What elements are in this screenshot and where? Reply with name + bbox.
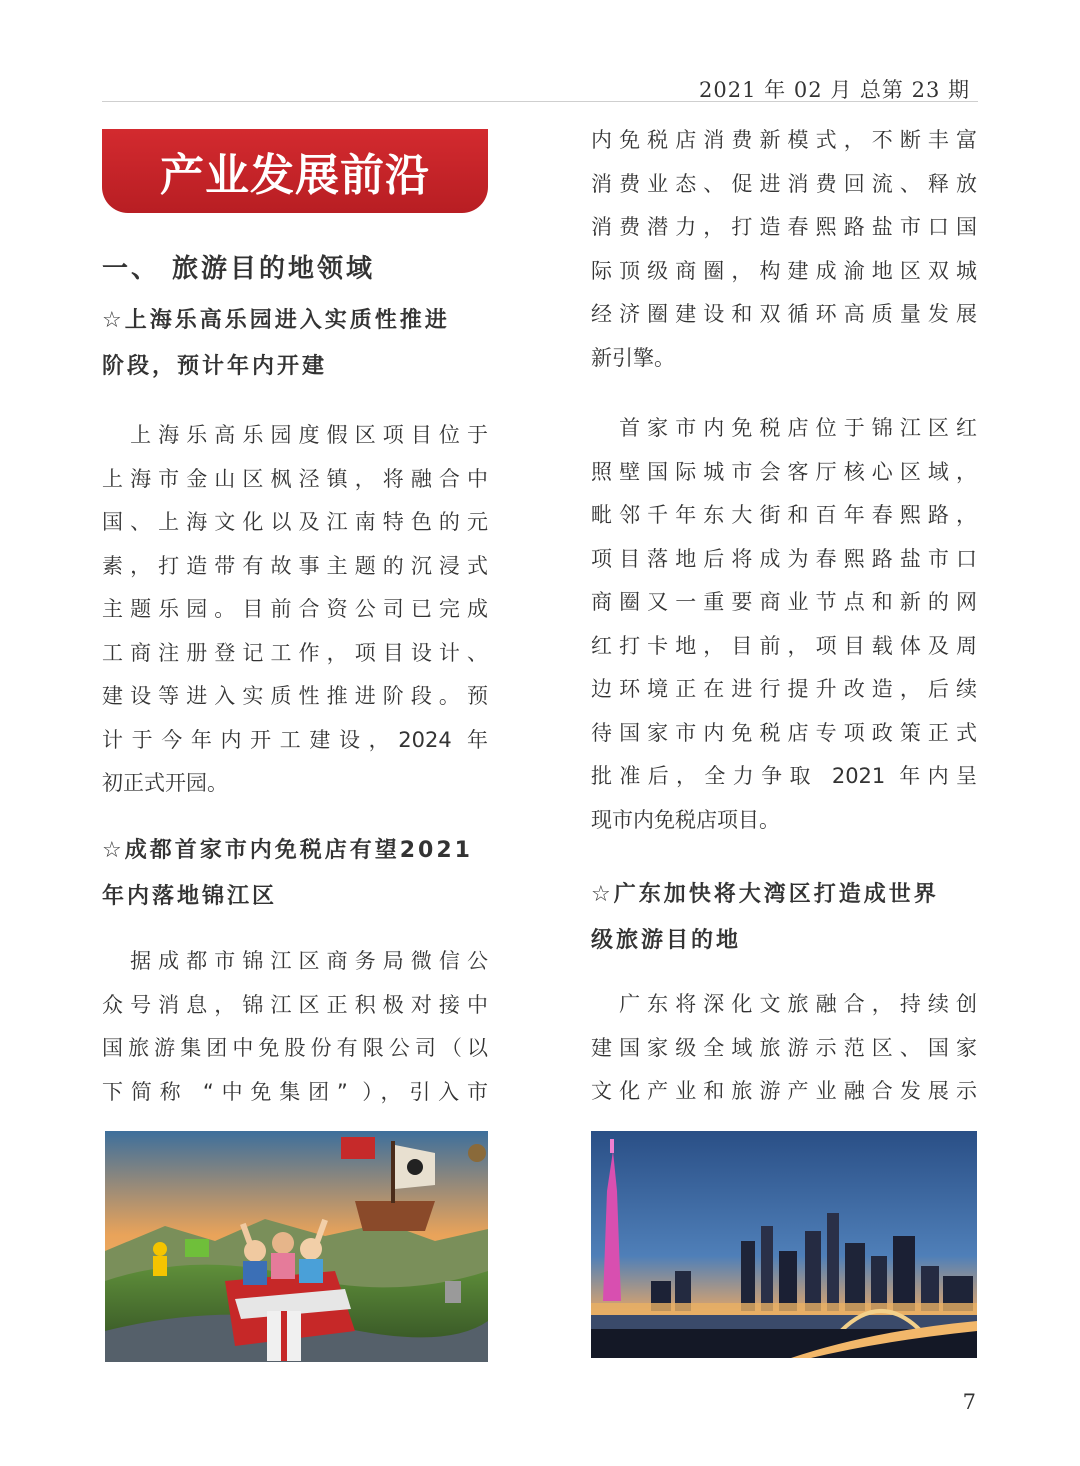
subheading-greater-bay — [591, 872, 939, 964]
banner-title: 产业发展前沿 — [160, 150, 430, 201]
text-line: 首家市内免税店位于锦江区红 — [591, 416, 977, 440]
text-line: 据成都市锦江区商务局微信公 — [102, 949, 488, 973]
subheading-line: 年内落地锦江区 — [102, 884, 278, 909]
text-line: 下简称 “中免集团” ），引入市 — [102, 1079, 488, 1104]
skyline-photo-icon — [591, 1131, 977, 1358]
header-divider — [102, 101, 978, 102]
text-line: 红打卡地，目前，项目载体及周 — [591, 633, 977, 658]
text-line: 广东将深化文旅融合，持续创 — [591, 992, 977, 1016]
subheading-line: ☆成都首家市内免税店有望2021 — [102, 838, 473, 863]
text-line: 上海市金山区枫泾镇，将融合中 — [102, 466, 488, 491]
text-line: 众号消息，锦江区正积极对接中 — [102, 992, 488, 1017]
subheading-legoland — [102, 298, 450, 390]
text-line: 边环境正在进行提升改造，后续 — [591, 677, 977, 701]
guangzhou-image — [591, 1131, 977, 1358]
text-line: 新引擎。 — [591, 345, 675, 370]
text-line: 批准后，全力争取 2021 年内呈 — [591, 764, 977, 788]
text-line: 工商注册登记工作，项目设计、 — [102, 640, 488, 665]
subheading-line: 阶段，预计年内开建 — [102, 354, 328, 379]
text-line: 项目落地后将成为春熙路盐市口 — [591, 546, 977, 571]
text-line: 建国家级全域旅游示范区、国家 — [591, 1035, 977, 1060]
text-line: 计于今年内开工建设，2024 年 — [102, 727, 488, 752]
text-line: 国、上海文化以及江南特色的元 — [102, 510, 488, 534]
text-line: 待国家市内免税店专项政策正式 — [591, 720, 977, 745]
text-line: 文化产业和旅游产业融合发展示 — [591, 1079, 977, 1103]
text-line: 消费业态、促进消费回流、释放 — [591, 171, 977, 196]
subheading-line: ☆广东加快将大湾区打造成世界 — [591, 882, 939, 907]
subheading-chengdu — [102, 828, 473, 920]
text-line: 国旅游集团中免股份有限公司（以 — [102, 1036, 488, 1060]
text-line: 经济圈建设和双循环高质量发展 — [591, 302, 977, 326]
text-line: 主题乐园。目前合资公司已完成 — [102, 597, 488, 621]
text-line: 照壁国际城市会客厅核心区域， — [591, 459, 977, 484]
paragraph-dutyfree-location — [591, 407, 977, 842]
text-line: 现市内免税店项目。 — [591, 807, 780, 832]
text-line: 上海乐高乐园度假区项目位于 — [102, 423, 488, 447]
legoland-photo-icon — [105, 1131, 488, 1362]
section-banner — [102, 129, 488, 213]
subheading-line: ☆上海乐高乐园进入实质性推进 — [102, 308, 450, 333]
text-line: 内免税店消费新模式，不断丰富 — [591, 128, 977, 152]
text-line: 消费潜力，打造春熙路盐市口国 — [591, 215, 977, 239]
paragraph-guangdong — [591, 983, 977, 1114]
text-line: 商圈又一重要商业节点和新的网 — [591, 590, 977, 614]
text-line: 初正式开园。 — [102, 771, 228, 795]
legoland-image — [105, 1131, 488, 1362]
page-number: 7 — [962, 1390, 976, 1414]
subheading-line: 级旅游目的地 — [591, 928, 742, 953]
text-line: 毗邻千年东大街和百年春熙路， — [591, 503, 977, 527]
text-line: 际顶级商圈，构建成渝地区双城 — [591, 258, 977, 283]
paragraph-dutyfree-mode — [591, 119, 977, 380]
section-heading: 一、 旅游目的地领域 — [102, 254, 376, 284]
issue-info: 2021 年 02 月 总第 23 期 — [699, 78, 970, 102]
paragraph-chengdu — [102, 940, 488, 1114]
text-line: 建设等进入实质性推进阶段。预 — [102, 684, 488, 708]
text-line: 素，打造带有故事主题的沉浸式 — [102, 553, 488, 578]
paragraph-legoland — [102, 414, 488, 806]
